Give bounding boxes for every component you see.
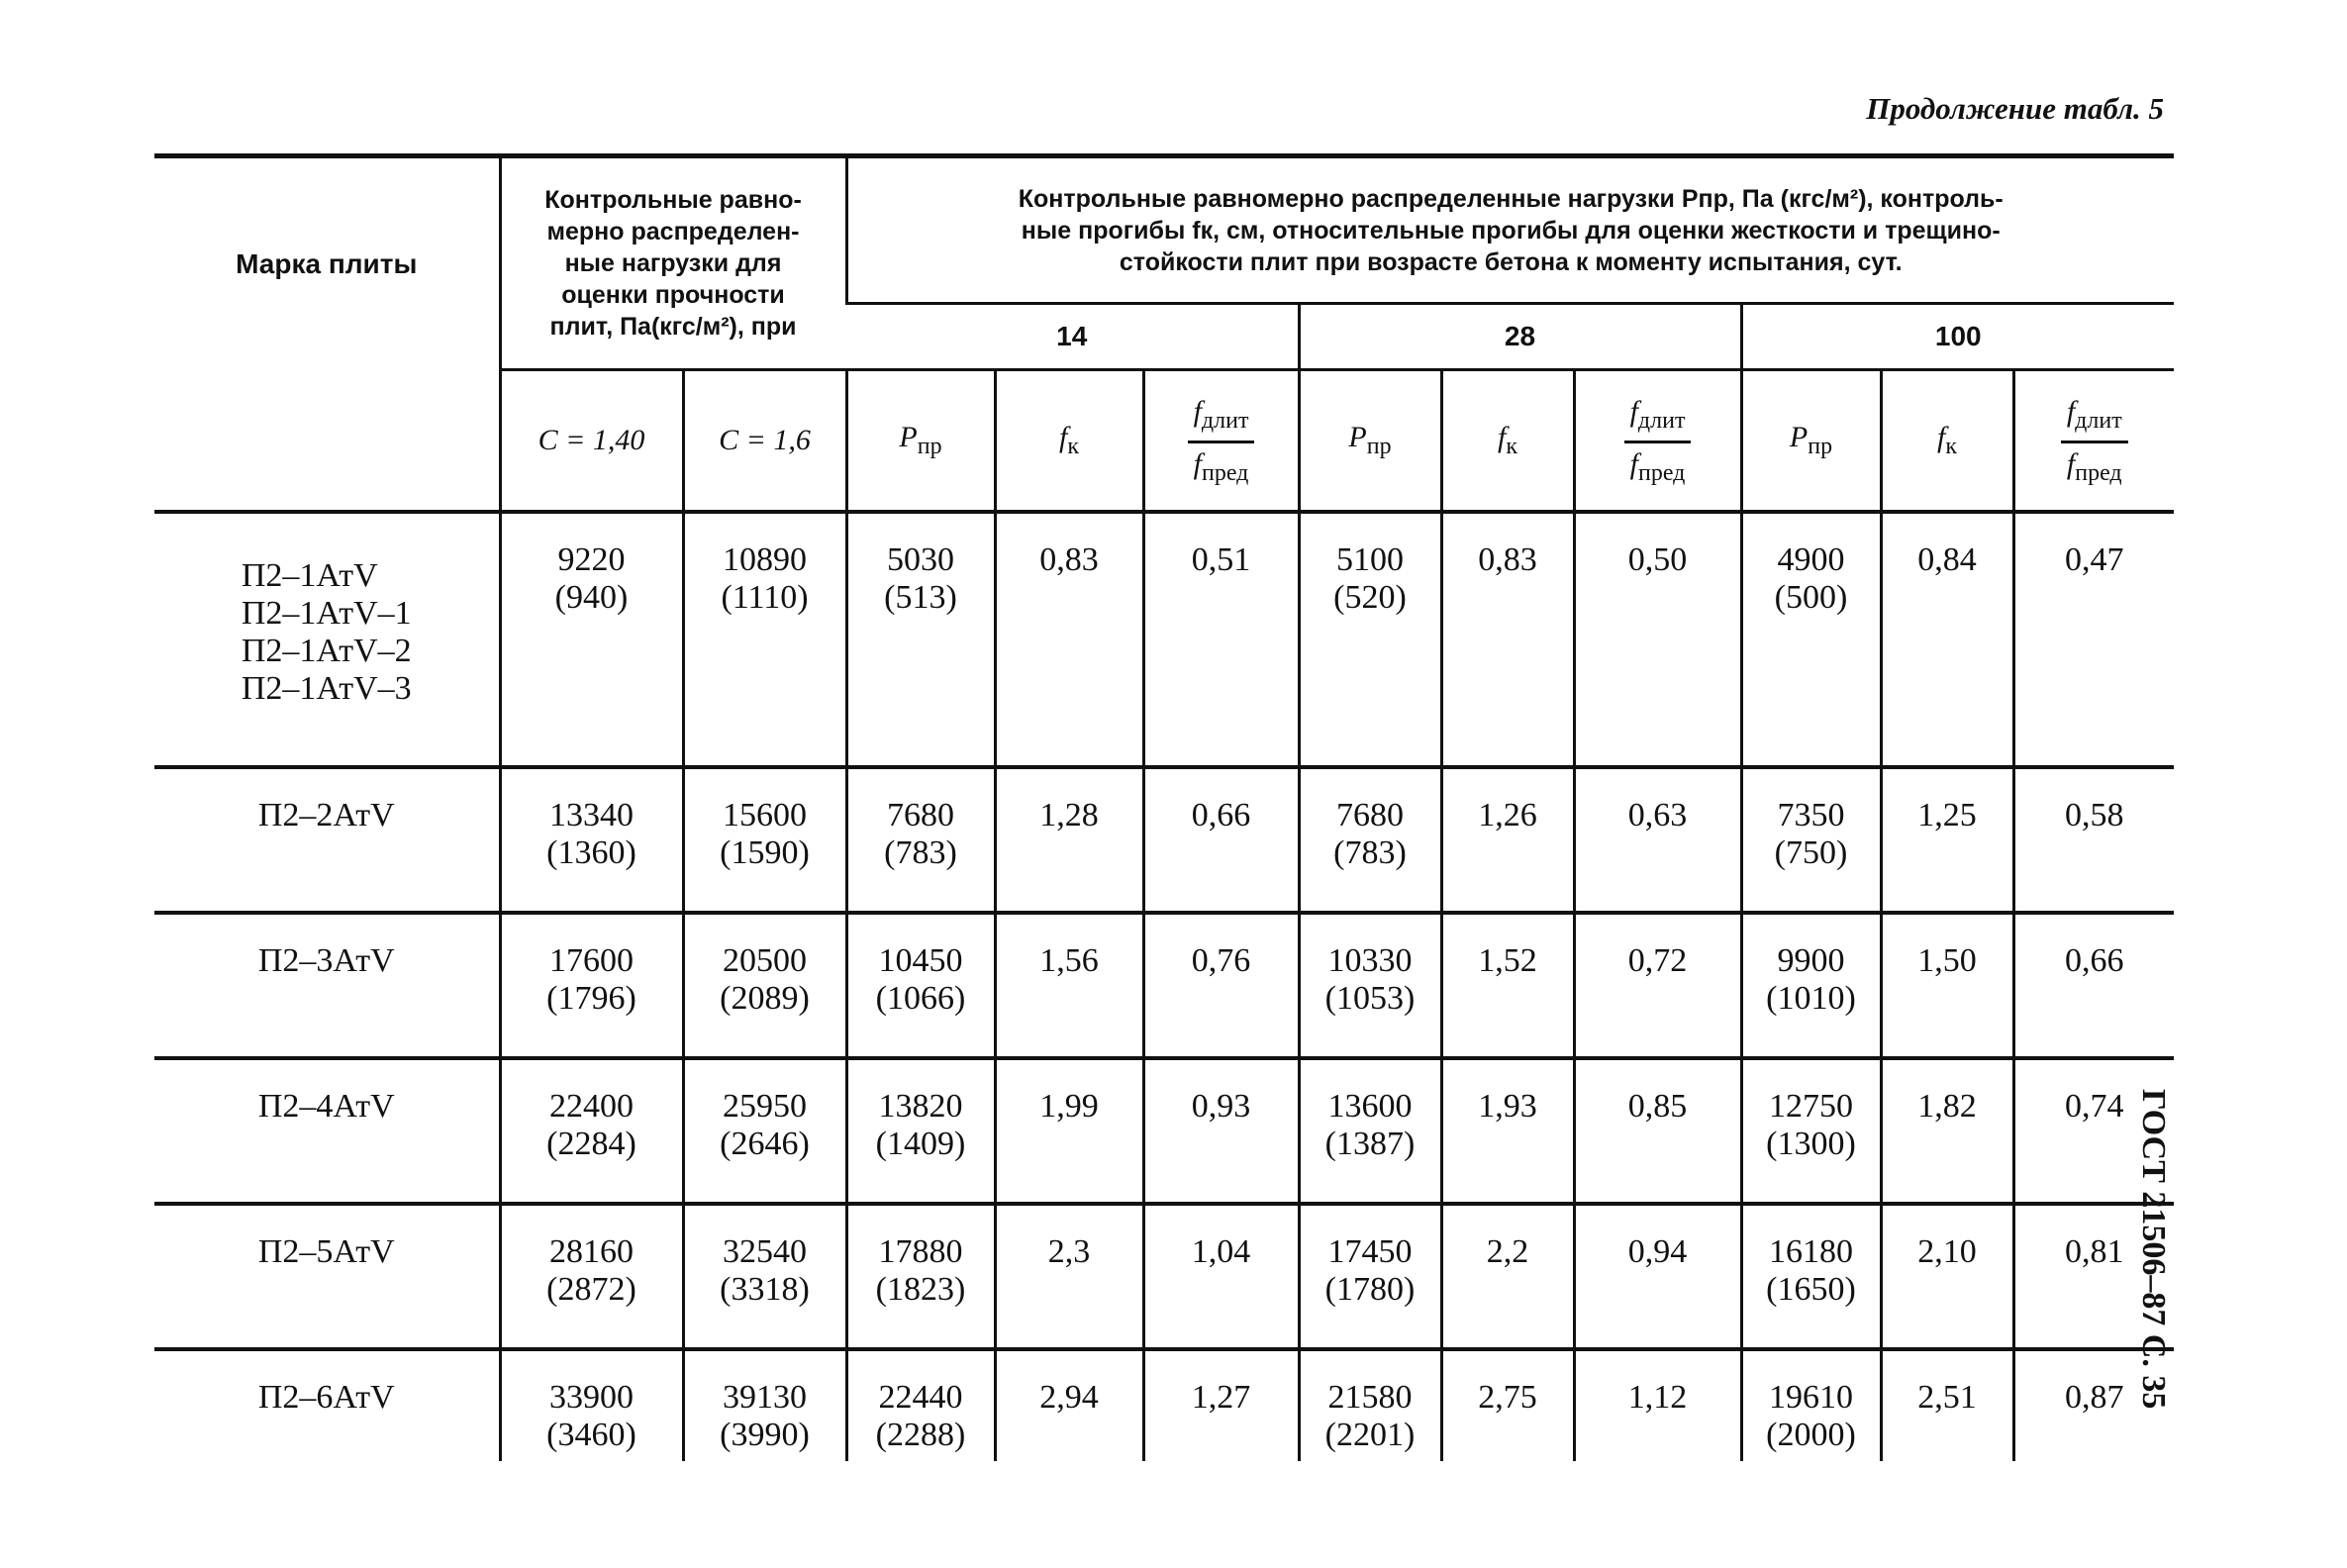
load-table xyxy=(154,153,2174,1461)
plate-mark-name: П2–1АтV–1 xyxy=(241,595,412,632)
header-p-pr xyxy=(1741,370,1881,513)
ratio-denominator xyxy=(1194,443,1249,487)
table-caption: Продолжение табл. 5 xyxy=(1866,91,2164,126)
load-kgf-value: (2646) xyxy=(720,1126,810,1162)
cell-c16 xyxy=(683,1204,846,1349)
load-pa-value: 21580 xyxy=(1327,1379,1413,1416)
cell-p28 xyxy=(1299,1058,1441,1204)
header-f-k xyxy=(1441,370,1574,513)
ratio-numerator xyxy=(2061,395,2128,443)
header-age-28: 28 xyxy=(1299,304,1741,370)
header-c140: C = 1,40 xyxy=(500,370,683,513)
load-pa-value: 12750 xyxy=(1769,1088,1853,1125)
load-kgf-value: (3990) xyxy=(720,1417,810,1453)
plate-mark-name: П2–1АтV–3 xyxy=(241,670,412,707)
load-kgf-value: (1300) xyxy=(1766,1126,1856,1162)
cell-f28: 0,83 xyxy=(1441,512,1574,767)
cell-c16 xyxy=(683,1058,846,1204)
cell-r28: 0,94 xyxy=(1574,1204,1741,1349)
ratio-num-symbol: f xyxy=(2066,394,2076,428)
load-kgf-value: (1053) xyxy=(1324,980,1416,1017)
load-kgf-value: (2284) xyxy=(546,1126,636,1162)
f-symbol: f xyxy=(1058,421,1068,453)
load-pa-value: 22440 xyxy=(878,1379,963,1416)
header-f-k xyxy=(1881,370,2013,513)
plate-mark-list xyxy=(258,797,395,834)
p-subscript: пр xyxy=(1808,434,1833,459)
cell-f100: 2,51 xyxy=(1881,1349,2013,1461)
cell-c140 xyxy=(500,1349,683,1461)
load-pa-value: 25950 xyxy=(723,1088,807,1125)
cell-p14 xyxy=(846,1058,995,1204)
ratio-num-symbol: f xyxy=(1193,394,1202,428)
load-kgf-value: (3460) xyxy=(546,1417,636,1453)
header-strength-line: плит, Па(кгс/м²), при xyxy=(549,313,797,341)
load-kgf-value: (1010) xyxy=(1766,980,1856,1017)
cell-f28: 1,93 xyxy=(1441,1058,1574,1204)
ratio-den-symbol: f xyxy=(1629,446,1638,480)
load-pa-value: 13820 xyxy=(878,1088,963,1125)
load-pa-value: 9220 xyxy=(557,541,626,578)
cell-c140 xyxy=(500,913,683,1058)
plate-mark-name: П2–6АтV xyxy=(257,1379,395,1416)
cell-c16 xyxy=(683,1349,846,1461)
cell-p100 xyxy=(1741,512,1881,767)
load-pa-value: 5100 xyxy=(1336,541,1404,578)
p-symbol: P xyxy=(899,421,918,453)
cell-r14: 0,76 xyxy=(1143,913,1299,1058)
load-kgf-value: (940) xyxy=(554,579,629,616)
cell-r100: 0,47 xyxy=(2013,512,2174,767)
load-pa-value: 17880 xyxy=(878,1233,963,1270)
ratio-denominator xyxy=(2067,443,2122,487)
cell-p100 xyxy=(1741,913,1881,1058)
cell-p100 xyxy=(1741,1058,1881,1204)
cell-f100: 1,82 xyxy=(1881,1058,2013,1204)
header-strength-line: ные нагрузки для xyxy=(564,249,782,277)
ratio-den-subscript: пред xyxy=(1637,459,1686,486)
ratio-num-subscript: длит xyxy=(1637,407,1686,434)
cell-c16 xyxy=(683,767,846,913)
header-ratio xyxy=(2013,370,2174,513)
load-kgf-value: (1066) xyxy=(875,980,966,1017)
load-kgf-value: (783) xyxy=(1333,834,1407,871)
f-subscript: к xyxy=(1945,434,1957,459)
cell-f14: 2,3 xyxy=(995,1204,1143,1349)
load-kgf-value: (1796) xyxy=(546,980,636,1017)
table-row xyxy=(154,913,2174,1058)
plate-mark-name: П2–3АтV xyxy=(257,942,395,979)
cell-p14 xyxy=(846,1349,995,1461)
load-pa-value: 28160 xyxy=(549,1233,634,1270)
header-strength-line: Контрольные равно- xyxy=(544,186,802,214)
header-age-14: 14 xyxy=(846,304,1299,370)
header-strength-line: мерно распределен- xyxy=(546,218,800,245)
load-pa-value: 15600 xyxy=(723,797,807,833)
load-pa-value: 10330 xyxy=(1327,942,1413,979)
load-kgf-value: (1823) xyxy=(875,1271,966,1308)
cell-f28: 1,26 xyxy=(1441,767,1574,913)
plate-mark xyxy=(154,1349,500,1461)
cell-r14: 0,66 xyxy=(1143,767,1299,913)
cell-p28 xyxy=(1299,913,1441,1058)
cell-f100: 2,10 xyxy=(1881,1204,2013,1349)
f-subscript: к xyxy=(1067,434,1079,459)
cell-c140 xyxy=(500,512,683,767)
ratio-num-symbol: f xyxy=(1629,394,1638,428)
load-kgf-value: (1110) xyxy=(721,579,809,616)
p-subscript: пр xyxy=(917,434,942,459)
table-row xyxy=(154,767,2174,913)
p-symbol: P xyxy=(1789,421,1809,453)
plate-mark xyxy=(154,767,500,913)
table-row xyxy=(154,1349,2174,1461)
cell-r14: 0,51 xyxy=(1143,512,1299,767)
plate-mark xyxy=(154,913,500,1058)
f-symbol: f xyxy=(1936,421,1946,453)
load-kgf-value: (1780) xyxy=(1324,1271,1416,1308)
plate-mark xyxy=(154,1204,500,1349)
load-kgf-value: (1409) xyxy=(875,1126,966,1162)
load-kgf-value: (500) xyxy=(1774,579,1848,616)
header-p-pr xyxy=(846,370,995,513)
plate-mark-list xyxy=(258,942,395,980)
cell-p100 xyxy=(1741,767,1881,913)
f-subscript: к xyxy=(1506,434,1517,459)
load-kgf-value: (1387) xyxy=(1324,1126,1416,1162)
cell-c140 xyxy=(500,1204,683,1349)
header-mark-cont xyxy=(154,370,500,513)
cell-p100 xyxy=(1741,1349,1881,1461)
header-deflection xyxy=(846,156,2174,304)
cell-r28: 0,85 xyxy=(1574,1058,1741,1204)
ratio-num-subscript: длит xyxy=(2075,407,2122,434)
load-pa-value: 10890 xyxy=(723,541,807,578)
header-strength-line: оценки прочности xyxy=(561,281,785,309)
plate-mark-name: П2–1АтV–2 xyxy=(241,633,412,669)
p-subscript: пр xyxy=(1366,434,1392,459)
cell-r28: 1,12 xyxy=(1574,1349,1741,1461)
table-row xyxy=(154,1204,2174,1349)
cell-p14 xyxy=(846,1204,995,1349)
load-kgf-value: (2201) xyxy=(1324,1417,1416,1453)
plate-mark xyxy=(154,1058,500,1204)
cell-r28: 0,50 xyxy=(1574,512,1741,767)
plate-mark-list xyxy=(258,1379,395,1417)
ratio-numerator xyxy=(1188,395,1255,443)
plate-mark xyxy=(154,512,500,767)
ratio-denominator xyxy=(1630,443,1686,487)
cell-f14: 1,28 xyxy=(995,767,1143,913)
load-pa-value: 20500 xyxy=(723,942,807,979)
cell-f100: 1,25 xyxy=(1881,767,2013,913)
f-symbol: f xyxy=(1497,421,1507,453)
ratio-fraction xyxy=(1624,395,1692,487)
load-pa-value: 7680 xyxy=(1336,797,1404,833)
cell-p28 xyxy=(1299,767,1441,913)
cell-p28 xyxy=(1299,1204,1441,1349)
load-pa-value: 32540 xyxy=(723,1233,807,1270)
page-side-label: ГОСТ 21506–87 С. 35 xyxy=(2135,1089,2172,1410)
plate-mark-list xyxy=(258,1088,395,1126)
cell-r100: 0,87 xyxy=(2013,1349,2174,1461)
load-pa-value: 10450 xyxy=(878,942,963,979)
cell-f14: 1,99 xyxy=(995,1058,1143,1204)
plate-mark-name: П2–2АтV xyxy=(257,797,395,833)
table-row xyxy=(154,1058,2174,1204)
ratio-num-subscript: длит xyxy=(1201,407,1249,434)
load-pa-value: 4900 xyxy=(1777,541,1845,578)
cell-p100 xyxy=(1741,1204,1881,1349)
header-deflection-line: ные прогибы fк, см, относительные прогибы для оценки жесткости и трещино- xyxy=(1021,216,2001,245)
load-pa-value: 17450 xyxy=(1327,1233,1413,1270)
load-pa-value: 13340 xyxy=(549,797,634,833)
cell-c16 xyxy=(683,512,846,767)
cell-f28: 2,2 xyxy=(1441,1204,1574,1349)
cell-c140 xyxy=(500,767,683,913)
plate-mark-name: П2–4АтV xyxy=(257,1088,395,1125)
header-ratio xyxy=(1574,370,1741,513)
cell-c16 xyxy=(683,913,846,1058)
cell-c140 xyxy=(500,1058,683,1204)
load-pa-value: 9900 xyxy=(1777,942,1845,979)
p-symbol: P xyxy=(1348,421,1367,453)
cell-p28 xyxy=(1299,512,1441,767)
cell-p28 xyxy=(1299,1349,1441,1461)
load-kgf-value: (2872) xyxy=(546,1271,636,1308)
load-pa-value: 19610 xyxy=(1769,1379,1853,1416)
load-pa-value: 7680 xyxy=(887,797,954,833)
load-kgf-value: (3318) xyxy=(720,1271,810,1308)
plate-mark-name: П2–5АтV xyxy=(257,1233,395,1270)
load-pa-value: 39130 xyxy=(723,1379,807,1416)
load-pa-value: 13600 xyxy=(1327,1088,1413,1125)
load-kgf-value: (520) xyxy=(1333,579,1407,616)
cell-r14: 1,27 xyxy=(1143,1349,1299,1461)
load-pa-value: 16180 xyxy=(1769,1233,1853,1270)
load-kgf-value: (1650) xyxy=(1766,1271,1856,1308)
cell-p14 xyxy=(846,512,995,767)
cell-f100: 1,50 xyxy=(1881,913,2013,1058)
cell-f14: 0,83 xyxy=(995,512,1143,767)
load-pa-value: 17600 xyxy=(549,942,634,979)
header-f-k xyxy=(995,370,1143,513)
header-c16: C = 1,6 xyxy=(683,370,846,513)
ratio-fraction xyxy=(2061,395,2128,487)
ratio-fraction xyxy=(1188,395,1255,487)
load-kgf-value: (513) xyxy=(884,579,957,616)
table-row xyxy=(154,512,2174,767)
ratio-den-symbol: f xyxy=(1193,446,1202,480)
cell-f28: 2,75 xyxy=(1441,1349,1574,1461)
cell-r100: 0,66 xyxy=(2013,913,2174,1058)
load-pa-value: 33900 xyxy=(549,1379,634,1416)
ratio-den-subscript: пред xyxy=(2075,459,2122,486)
cell-f14: 1,56 xyxy=(995,913,1143,1058)
load-kgf-value: (2288) xyxy=(875,1417,966,1453)
load-kgf-value: (750) xyxy=(1774,834,1848,871)
cell-r100: 0,74 xyxy=(2013,1058,2174,1204)
header-age-100: 100 xyxy=(1741,304,2174,370)
load-pa-value: 22400 xyxy=(549,1088,634,1125)
cell-p14 xyxy=(846,767,995,913)
cell-f14: 2,94 xyxy=(995,1349,1143,1461)
ratio-numerator xyxy=(1624,395,1692,443)
plate-mark-list xyxy=(258,1233,395,1271)
header-strength xyxy=(500,156,846,370)
cell-r14: 1,04 xyxy=(1143,1204,1299,1349)
cell-r28: 0,63 xyxy=(1574,767,1741,913)
cell-p14 xyxy=(846,913,995,1058)
cell-f28: 1,52 xyxy=(1441,913,1574,1058)
cell-r28: 0,72 xyxy=(1574,913,1741,1058)
cell-r100: 0,81 xyxy=(2013,1204,2174,1349)
load-pa-value: 7350 xyxy=(1777,797,1845,833)
cell-r14: 0,93 xyxy=(1143,1058,1299,1204)
plate-mark-list xyxy=(242,557,412,708)
header-ratio xyxy=(1143,370,1299,513)
header-deflection-line: стойкости плит при возрасте бетона к моменту испытания, сут. xyxy=(1119,247,1903,276)
header-p-pr xyxy=(1299,370,1441,513)
cell-f100: 0,84 xyxy=(1881,512,2013,767)
ratio-den-subscript: пред xyxy=(1201,459,1249,486)
load-kgf-value: (2000) xyxy=(1766,1417,1856,1453)
ratio-den-symbol: f xyxy=(2066,446,2076,480)
header-deflection-line: Контрольные равномерно распределенные нагрузки Pпр, Па (кгс/м²), контроль- xyxy=(1018,184,2004,213)
plate-mark-name: П2–1АтV xyxy=(241,557,378,594)
load-kgf-value: (1590) xyxy=(720,834,810,871)
load-kgf-value: (783) xyxy=(884,834,957,871)
load-pa-value: 5030 xyxy=(887,541,954,578)
cell-r100: 0,58 xyxy=(2013,767,2174,913)
header-mark: Марка плиты xyxy=(154,156,500,370)
load-kgf-value: (1360) xyxy=(546,834,636,871)
load-kgf-value: (2089) xyxy=(720,980,810,1017)
